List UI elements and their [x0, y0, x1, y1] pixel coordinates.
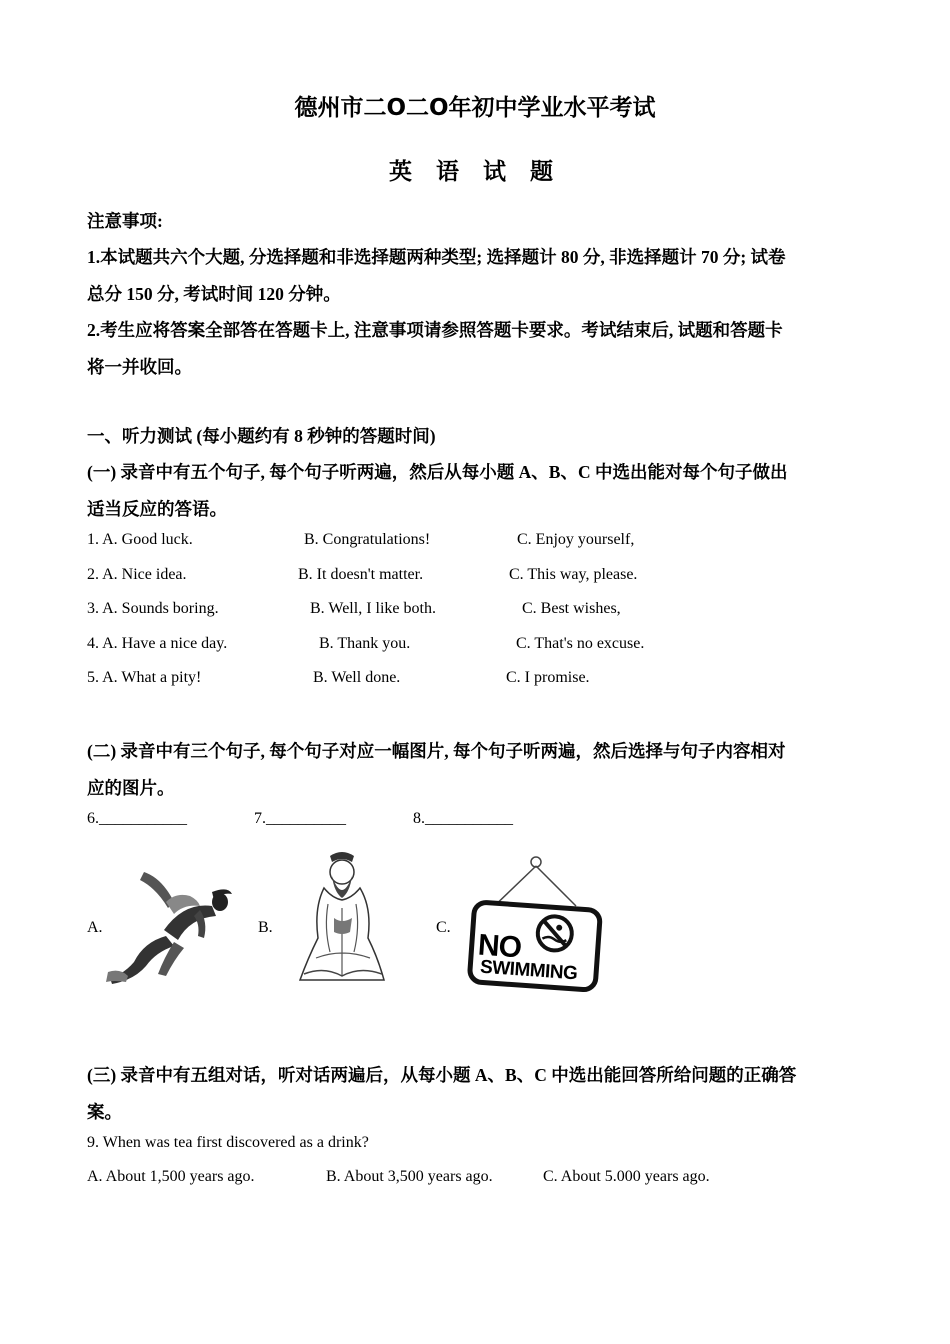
picture-label-c: C. — [436, 919, 451, 936]
part1-instruction-a: (一) 录音中有五个句子, 每个句子听两遍，然后从每小题 A、B、C 中选出能对每个句子做出 — [87, 462, 788, 482]
no-swimming-sign — [464, 852, 610, 1000]
part1-instruction-b: 适当反应的答语。 — [87, 499, 227, 519]
runner-image — [104, 862, 238, 984]
notes-line-2a: 2.考生应将答案全部答在答题卡上, 注意事项请参照答题卡要求。考试结束后, 试题和答题卡 — [87, 320, 783, 340]
q3-option-a: 3. A. Sounds boring. — [87, 600, 219, 617]
q7-blank: 7.__________ — [254, 810, 346, 827]
q5-option-b: B. Well done. — [313, 669, 401, 686]
q9-option-c: C. About 5.000 years ago. — [543, 1168, 710, 1185]
picture-label-a: A. — [87, 919, 103, 936]
part3-instruction-b: 案。 — [87, 1102, 122, 1122]
q5-option-c: C. I promise. — [506, 669, 590, 686]
notes-line-1a: 1.本试题共六个大题, 分选择题和非选择题两种类型; 选择题计 80 分, 非选择题计 70 分; 试卷 — [87, 247, 786, 267]
part2-instruction-a: (二) 录音中有三个句子, 每个句子对应一幅图片, 每个句子听两遍，然后选择与句子内容相对 — [87, 741, 786, 761]
q3-option-b: B. Well, I like both. — [310, 600, 436, 617]
q1-option-a: 1. A. Good luck. — [87, 531, 193, 548]
q4-option-a: 4. A. Have a nice day. — [87, 635, 228, 652]
exam-subtitle: 英 语 试 题 — [388, 159, 562, 185]
confucius-image — [294, 848, 392, 986]
q8-blank: 8.___________ — [413, 810, 513, 827]
q1-option-b: B. Congratulations! — [304, 531, 431, 548]
q2-option-c: C. This way, please. — [509, 566, 638, 583]
q5-option-a: 5. A. What a pity! — [87, 669, 202, 686]
q6-blank: 6.___________ — [87, 810, 187, 827]
q3-option-c: C. Best wishes, — [522, 600, 621, 617]
exam-title: 德州市二O二O年初中学业水平考试 — [294, 95, 656, 121]
picture-label-b: B. — [258, 919, 273, 936]
q9-option-a: A. About 1,500 years ago. — [87, 1168, 255, 1185]
notes-line-1b: 总分 150 分, 考试时间 120 分钟。 — [87, 284, 341, 304]
q9-option-b: B. About 3,500 years ago. — [326, 1168, 493, 1185]
notes-heading: 注意事项: — [87, 211, 163, 231]
q2-option-a: 2. A. Nice idea. — [87, 566, 187, 583]
part3-instruction-a: (三) 录音中有五组对话，听对话两遍后，从每小题 A、B、C 中选出能回答所给问题的正确答 — [87, 1065, 797, 1085]
q9-question: 9. When was tea first discovered as a drink? — [87, 1134, 369, 1151]
q2-option-b: B. It doesn't matter. — [298, 566, 424, 583]
sign-text-swimming: SWIMMING — [479, 956, 578, 985]
part2-instruction-b: 应的图片。 — [87, 778, 175, 798]
q4-option-b: B. Thank you. — [319, 635, 411, 652]
q1-option-c: C. Enjoy yourself, — [517, 531, 635, 548]
q4-option-c: C. That's no excuse. — [516, 635, 645, 652]
section1-heading: 一、听力测试 (每小题约有 8 秒钟的答题时间) — [87, 426, 436, 446]
notes-line-2b: 将一并收回。 — [87, 357, 192, 377]
sign-text-no: NO — [476, 928, 523, 965]
